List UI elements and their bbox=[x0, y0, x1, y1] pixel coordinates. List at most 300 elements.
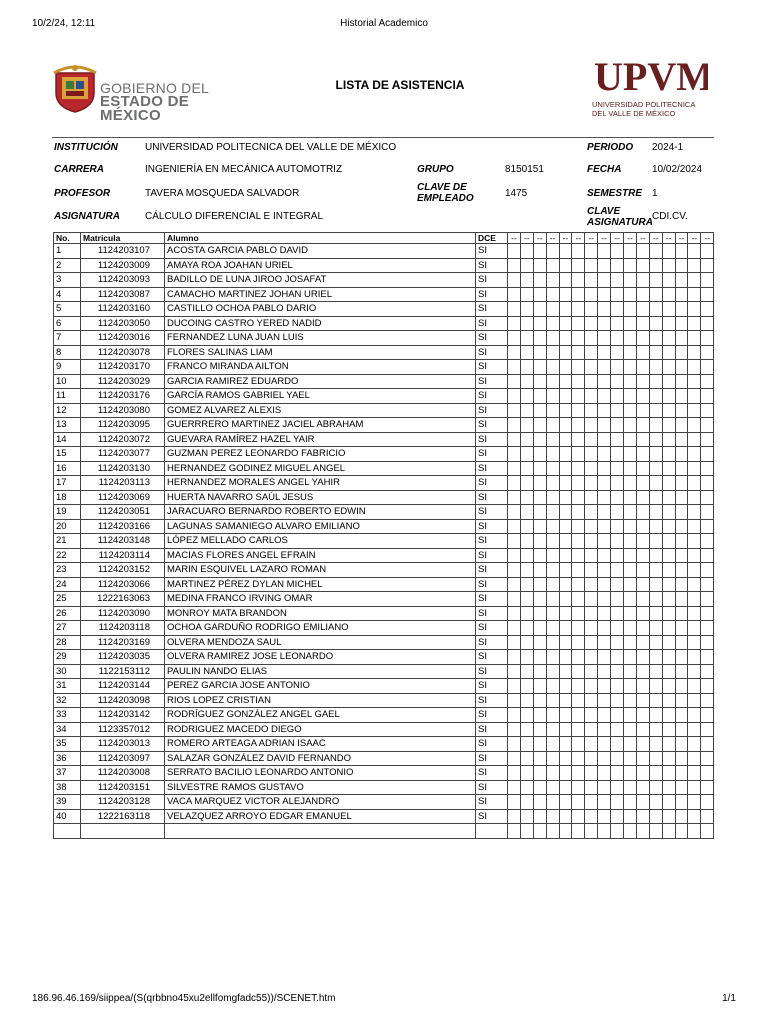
cell-session bbox=[675, 708, 688, 723]
cell-session bbox=[688, 577, 701, 592]
cell-session bbox=[649, 360, 662, 375]
cell-session bbox=[649, 374, 662, 389]
cell-session bbox=[675, 287, 688, 302]
table-row bbox=[54, 389, 714, 404]
attendance-table-body bbox=[54, 244, 714, 839]
cell-session bbox=[520, 534, 533, 549]
cell-session bbox=[624, 722, 637, 737]
table-row bbox=[54, 258, 714, 273]
upvm-mark-icon bbox=[592, 52, 708, 98]
attendance-table bbox=[53, 232, 714, 839]
cell-session bbox=[611, 461, 624, 476]
cell-session bbox=[611, 258, 624, 273]
cell-session bbox=[508, 621, 521, 636]
cell-session bbox=[701, 548, 714, 563]
cell-session bbox=[688, 708, 701, 723]
cell-session bbox=[520, 331, 533, 346]
cell-dce: SI bbox=[476, 693, 508, 708]
cell-matricula: 1124203016 bbox=[81, 331, 165, 346]
cell-session bbox=[701, 316, 714, 331]
cell-session bbox=[533, 737, 546, 752]
cell-session bbox=[611, 592, 624, 607]
cell-session bbox=[559, 751, 572, 766]
col-header-session: -- bbox=[636, 233, 649, 244]
cell-session bbox=[508, 302, 521, 317]
cell-session bbox=[546, 534, 559, 549]
cell-empty bbox=[572, 824, 585, 839]
cell-session bbox=[688, 432, 701, 447]
cell-session bbox=[546, 389, 559, 404]
cell-session bbox=[598, 418, 611, 433]
col-header-session: -- bbox=[598, 233, 611, 244]
cell-session bbox=[508, 534, 521, 549]
cell-session bbox=[598, 766, 611, 781]
cell-session bbox=[636, 577, 649, 592]
cell-session bbox=[533, 244, 546, 259]
cell-session bbox=[611, 708, 624, 723]
upvm-line-2: DEL VALLE DE MÉXICO bbox=[592, 109, 676, 118]
cell-session bbox=[546, 316, 559, 331]
cell-session bbox=[662, 345, 675, 360]
cell-dce: SI bbox=[476, 751, 508, 766]
cell-session bbox=[572, 418, 585, 433]
cell-session bbox=[688, 476, 701, 491]
cell-session bbox=[559, 693, 572, 708]
cell-session bbox=[624, 490, 637, 505]
cell-session bbox=[559, 316, 572, 331]
upvm-logo-subtitle bbox=[592, 100, 708, 118]
cell-session bbox=[636, 287, 649, 302]
cell-alumno: MACIAS FLORES ANGEL EFRAIN bbox=[165, 548, 476, 563]
cell-session bbox=[624, 461, 637, 476]
cell-session bbox=[624, 403, 637, 418]
cell-session bbox=[533, 606, 546, 621]
cell-session bbox=[701, 505, 714, 520]
cell-session bbox=[520, 244, 533, 259]
cell-session bbox=[508, 403, 521, 418]
cell-session bbox=[546, 766, 559, 781]
cell-session bbox=[624, 244, 637, 259]
cell-session bbox=[611, 737, 624, 752]
cell-session bbox=[546, 476, 559, 491]
cell-session bbox=[611, 563, 624, 578]
cell-session bbox=[598, 795, 611, 810]
cell-session bbox=[688, 244, 701, 259]
cell-session bbox=[611, 809, 624, 824]
cell-no: 22 bbox=[54, 548, 81, 563]
cell-session bbox=[662, 548, 675, 563]
cell-session bbox=[598, 432, 611, 447]
cell-session bbox=[546, 519, 559, 534]
cell-session bbox=[701, 490, 714, 505]
cell-session bbox=[688, 374, 701, 389]
cell-session bbox=[611, 693, 624, 708]
cell-session bbox=[636, 722, 649, 737]
cell-empty bbox=[598, 824, 611, 839]
cell-session bbox=[533, 273, 546, 288]
cell-dce: SI bbox=[476, 447, 508, 462]
cell-session bbox=[508, 447, 521, 462]
cell-session bbox=[649, 635, 662, 650]
cell-session bbox=[611, 273, 624, 288]
cell-session bbox=[662, 650, 675, 665]
cell-session bbox=[598, 244, 611, 259]
cell-session bbox=[559, 244, 572, 259]
cell-session bbox=[559, 432, 572, 447]
cell-session bbox=[624, 418, 637, 433]
col-header-session: -- bbox=[585, 233, 598, 244]
cell-session bbox=[675, 461, 688, 476]
cell-matricula: 1124203148 bbox=[81, 534, 165, 549]
cell-dce: SI bbox=[476, 461, 508, 476]
cell-session bbox=[598, 635, 611, 650]
table-row bbox=[54, 302, 714, 317]
cell-session bbox=[520, 476, 533, 491]
cell-no: 17 bbox=[54, 476, 81, 491]
cell-session bbox=[675, 432, 688, 447]
cell-session bbox=[585, 461, 598, 476]
cell-session bbox=[636, 316, 649, 331]
table-row bbox=[54, 505, 714, 520]
cell-session bbox=[520, 403, 533, 418]
cell-alumno: ROMERO ARTEAGA ADRIAN ISAAC bbox=[165, 737, 476, 752]
cell-dce: SI bbox=[476, 360, 508, 375]
cell-session bbox=[701, 258, 714, 273]
cell-session bbox=[611, 389, 624, 404]
cell-alumno: GUERRRERO MARTINEZ JACIEL ABRAHAM bbox=[165, 418, 476, 433]
cell-session bbox=[688, 635, 701, 650]
cell-session bbox=[649, 722, 662, 737]
cell-session bbox=[533, 287, 546, 302]
cell-session bbox=[508, 360, 521, 375]
cell-session bbox=[533, 374, 546, 389]
cell-session bbox=[636, 345, 649, 360]
cell-session bbox=[533, 548, 546, 563]
cell-session bbox=[559, 809, 572, 824]
cell-session bbox=[611, 316, 624, 331]
cell-session bbox=[662, 809, 675, 824]
cell-session bbox=[636, 432, 649, 447]
cell-session bbox=[611, 780, 624, 795]
cell-session bbox=[662, 635, 675, 650]
cell-session bbox=[559, 592, 572, 607]
cell-session bbox=[559, 766, 572, 781]
cell-no: 39 bbox=[54, 795, 81, 810]
cell-session bbox=[546, 606, 559, 621]
cell-alumno: SERRATO BACILIO LEONARDO ANTONIO bbox=[165, 766, 476, 781]
cell-session bbox=[520, 548, 533, 563]
cell-session bbox=[533, 563, 546, 578]
cell-session bbox=[611, 548, 624, 563]
cell-no: 27 bbox=[54, 621, 81, 636]
cell-session bbox=[572, 360, 585, 375]
cell-alumno: OCHOA GARDUÑO RODRIGO EMILIANO bbox=[165, 621, 476, 636]
cell-alumno: AMAYA ROA JOAHAN URIEL bbox=[165, 258, 476, 273]
cell-session bbox=[598, 403, 611, 418]
cell-session bbox=[585, 679, 598, 694]
cell-session bbox=[508, 679, 521, 694]
cell-session bbox=[649, 244, 662, 259]
cell-dce: SI bbox=[476, 331, 508, 346]
cell-no: 30 bbox=[54, 664, 81, 679]
cell-session bbox=[701, 534, 714, 549]
col-header-session: -- bbox=[508, 233, 521, 244]
cell-session bbox=[585, 809, 598, 824]
cell-session bbox=[559, 679, 572, 694]
cell-session bbox=[701, 635, 714, 650]
cell-session bbox=[688, 316, 701, 331]
cell-session bbox=[598, 490, 611, 505]
cell-session bbox=[585, 505, 598, 520]
cell-session bbox=[546, 360, 559, 375]
cell-session bbox=[546, 664, 559, 679]
cell-session bbox=[701, 606, 714, 621]
cell-empty bbox=[546, 824, 559, 839]
cell-no: 5 bbox=[54, 302, 81, 317]
cell-session bbox=[572, 432, 585, 447]
cell-session bbox=[533, 809, 546, 824]
cell-session bbox=[520, 490, 533, 505]
cell-session bbox=[662, 766, 675, 781]
cell-session bbox=[675, 490, 688, 505]
cell-session bbox=[624, 780, 637, 795]
cell-no: 9 bbox=[54, 360, 81, 375]
cell-no: 12 bbox=[54, 403, 81, 418]
cell-session bbox=[688, 722, 701, 737]
cell-no: 13 bbox=[54, 418, 81, 433]
cell-session bbox=[508, 461, 521, 476]
cell-session bbox=[636, 476, 649, 491]
cell-session bbox=[559, 650, 572, 665]
cell-empty bbox=[81, 824, 165, 839]
cell-session bbox=[572, 403, 585, 418]
cell-session bbox=[585, 519, 598, 534]
cell-session bbox=[662, 664, 675, 679]
cell-session bbox=[675, 273, 688, 288]
cell-session bbox=[559, 287, 572, 302]
cell-session bbox=[611, 331, 624, 346]
cell-session bbox=[520, 737, 533, 752]
cell-session bbox=[611, 664, 624, 679]
cell-dce: SI bbox=[476, 548, 508, 563]
cell-session bbox=[585, 737, 598, 752]
cell-session bbox=[662, 577, 675, 592]
cell-session bbox=[611, 447, 624, 462]
cell-session bbox=[675, 345, 688, 360]
cell-session bbox=[624, 708, 637, 723]
cell-session bbox=[701, 345, 714, 360]
cell-session bbox=[636, 302, 649, 317]
cell-alumno: JARACUARO BERNARDO ROBERTO EDWIN bbox=[165, 505, 476, 520]
cell-session bbox=[585, 795, 598, 810]
col-header-session: -- bbox=[520, 233, 533, 244]
cell-session bbox=[533, 403, 546, 418]
table-row bbox=[54, 490, 714, 505]
cell-session bbox=[585, 766, 598, 781]
gov-logo-text bbox=[100, 81, 242, 123]
cell-session bbox=[701, 563, 714, 578]
cell-session bbox=[624, 693, 637, 708]
table-row bbox=[54, 403, 714, 418]
cell-no: 7 bbox=[54, 331, 81, 346]
cell-session bbox=[688, 693, 701, 708]
cell-session bbox=[701, 650, 714, 665]
clave-asignatura-label-line-1: CLAVE bbox=[587, 206, 621, 217]
cell-session bbox=[649, 403, 662, 418]
col-header-matricula: Matricula bbox=[81, 233, 165, 244]
cell-session bbox=[662, 679, 675, 694]
cell-session bbox=[585, 374, 598, 389]
cell-empty bbox=[476, 824, 508, 839]
table-row bbox=[54, 650, 714, 665]
cell-session bbox=[572, 505, 585, 520]
cell-session bbox=[559, 635, 572, 650]
cell-session bbox=[611, 635, 624, 650]
cell-session bbox=[559, 418, 572, 433]
cell-session bbox=[688, 258, 701, 273]
cell-no: 38 bbox=[54, 780, 81, 795]
cell-session bbox=[572, 708, 585, 723]
cell-dce: SI bbox=[476, 534, 508, 549]
cell-session bbox=[598, 722, 611, 737]
clave-empleado-label-line-1: CLAVE DE bbox=[417, 182, 467, 193]
cell-session bbox=[598, 345, 611, 360]
cell-session bbox=[662, 389, 675, 404]
cell-session bbox=[611, 621, 624, 636]
print-url: 186.96.46.169/siippea/(S(qrbbno45xu2ellfomgfadc55))/SCENET.htm bbox=[32, 993, 336, 1004]
cell-session bbox=[508, 737, 521, 752]
cell-dce: SI bbox=[476, 809, 508, 824]
cell-dce: SI bbox=[476, 389, 508, 404]
cell-session bbox=[533, 722, 546, 737]
cell-session bbox=[662, 490, 675, 505]
cell-session bbox=[533, 505, 546, 520]
cell-session bbox=[701, 809, 714, 824]
cell-dce: SI bbox=[476, 505, 508, 520]
cell-session bbox=[636, 650, 649, 665]
table-row bbox=[54, 432, 714, 447]
cell-matricula: 1124203107 bbox=[81, 244, 165, 259]
cell-session bbox=[572, 563, 585, 578]
cell-matricula: 1124203118 bbox=[81, 621, 165, 636]
cell-session bbox=[688, 403, 701, 418]
cell-matricula: 1124203170 bbox=[81, 360, 165, 375]
cell-matricula: 1124203098 bbox=[81, 693, 165, 708]
cell-session bbox=[701, 302, 714, 317]
cell-no: 35 bbox=[54, 737, 81, 752]
cell-session bbox=[649, 737, 662, 752]
cell-session bbox=[572, 780, 585, 795]
cell-session bbox=[598, 316, 611, 331]
cell-alumno: RODRIGUEZ MACEDO DIEGO bbox=[165, 722, 476, 737]
cell-session bbox=[662, 316, 675, 331]
cell-session bbox=[598, 737, 611, 752]
cell-session bbox=[585, 287, 598, 302]
cell-session bbox=[649, 766, 662, 781]
cell-session bbox=[675, 795, 688, 810]
cell-matricula: 1124203169 bbox=[81, 635, 165, 650]
cell-session bbox=[662, 432, 675, 447]
cell-session bbox=[688, 490, 701, 505]
cell-session bbox=[533, 679, 546, 694]
table-row bbox=[54, 621, 714, 636]
cell-dce: SI bbox=[476, 650, 508, 665]
cell-session bbox=[533, 577, 546, 592]
cell-session bbox=[572, 331, 585, 346]
cell-matricula: 1124203078 bbox=[81, 345, 165, 360]
cell-session bbox=[508, 389, 521, 404]
header-divider bbox=[52, 137, 714, 138]
cell-alumno: OLVERA MENDOZA SAUL bbox=[165, 635, 476, 650]
periodo-value: 2024-1 bbox=[652, 142, 684, 153]
cell-session bbox=[675, 519, 688, 534]
cell-matricula: 1124203069 bbox=[81, 490, 165, 505]
cell-session bbox=[559, 519, 572, 534]
cell-session bbox=[624, 316, 637, 331]
cell-session bbox=[585, 548, 598, 563]
cell-dce: SI bbox=[476, 302, 508, 317]
clave-asignatura-label bbox=[587, 206, 653, 228]
table-row bbox=[54, 534, 714, 549]
cell-session bbox=[508, 606, 521, 621]
cell-session bbox=[611, 766, 624, 781]
cell-session bbox=[649, 563, 662, 578]
cell-session bbox=[636, 548, 649, 563]
cell-session bbox=[520, 635, 533, 650]
gov-logo-line-2: ESTADO DE MÉXICO bbox=[100, 93, 190, 124]
cell-alumno: LÓPEZ MELLADO CARLOS bbox=[165, 534, 476, 549]
profesor-label: PROFESOR bbox=[54, 188, 111, 199]
cell-session bbox=[598, 809, 611, 824]
table-row bbox=[54, 795, 714, 810]
cell-session bbox=[611, 751, 624, 766]
cell-dce: SI bbox=[476, 244, 508, 259]
cell-session bbox=[508, 374, 521, 389]
clave-asignatura-label-line-2: ASIGNATURA bbox=[587, 217, 653, 228]
cell-no: 2 bbox=[54, 258, 81, 273]
cell-session bbox=[649, 432, 662, 447]
cell-session bbox=[701, 751, 714, 766]
cell-session bbox=[675, 751, 688, 766]
table-row bbox=[54, 447, 714, 462]
col-header-session: -- bbox=[688, 233, 701, 244]
cell-session bbox=[559, 360, 572, 375]
cell-session bbox=[559, 577, 572, 592]
cell-session bbox=[662, 606, 675, 621]
cell-session bbox=[533, 780, 546, 795]
cell-session bbox=[508, 708, 521, 723]
cell-session bbox=[649, 708, 662, 723]
upvm-logo bbox=[592, 52, 708, 124]
cell-session bbox=[520, 592, 533, 607]
cell-session bbox=[598, 389, 611, 404]
cell-session bbox=[624, 650, 637, 665]
cell-alumno: SILVESTRE RAMOS GUSTAVO bbox=[165, 780, 476, 795]
cell-session bbox=[585, 389, 598, 404]
institucion-label: INSTITUCIÓN bbox=[54, 142, 118, 153]
cell-dce: SI bbox=[476, 418, 508, 433]
cell-session bbox=[585, 490, 598, 505]
cell-session bbox=[701, 519, 714, 534]
cell-session bbox=[520, 447, 533, 462]
table-row bbox=[54, 461, 714, 476]
print-page-title: Historial Academico bbox=[340, 18, 428, 29]
cell-session bbox=[598, 447, 611, 462]
cell-session bbox=[662, 447, 675, 462]
cell-session bbox=[611, 287, 624, 302]
cell-session bbox=[546, 722, 559, 737]
cell-empty bbox=[165, 824, 476, 839]
